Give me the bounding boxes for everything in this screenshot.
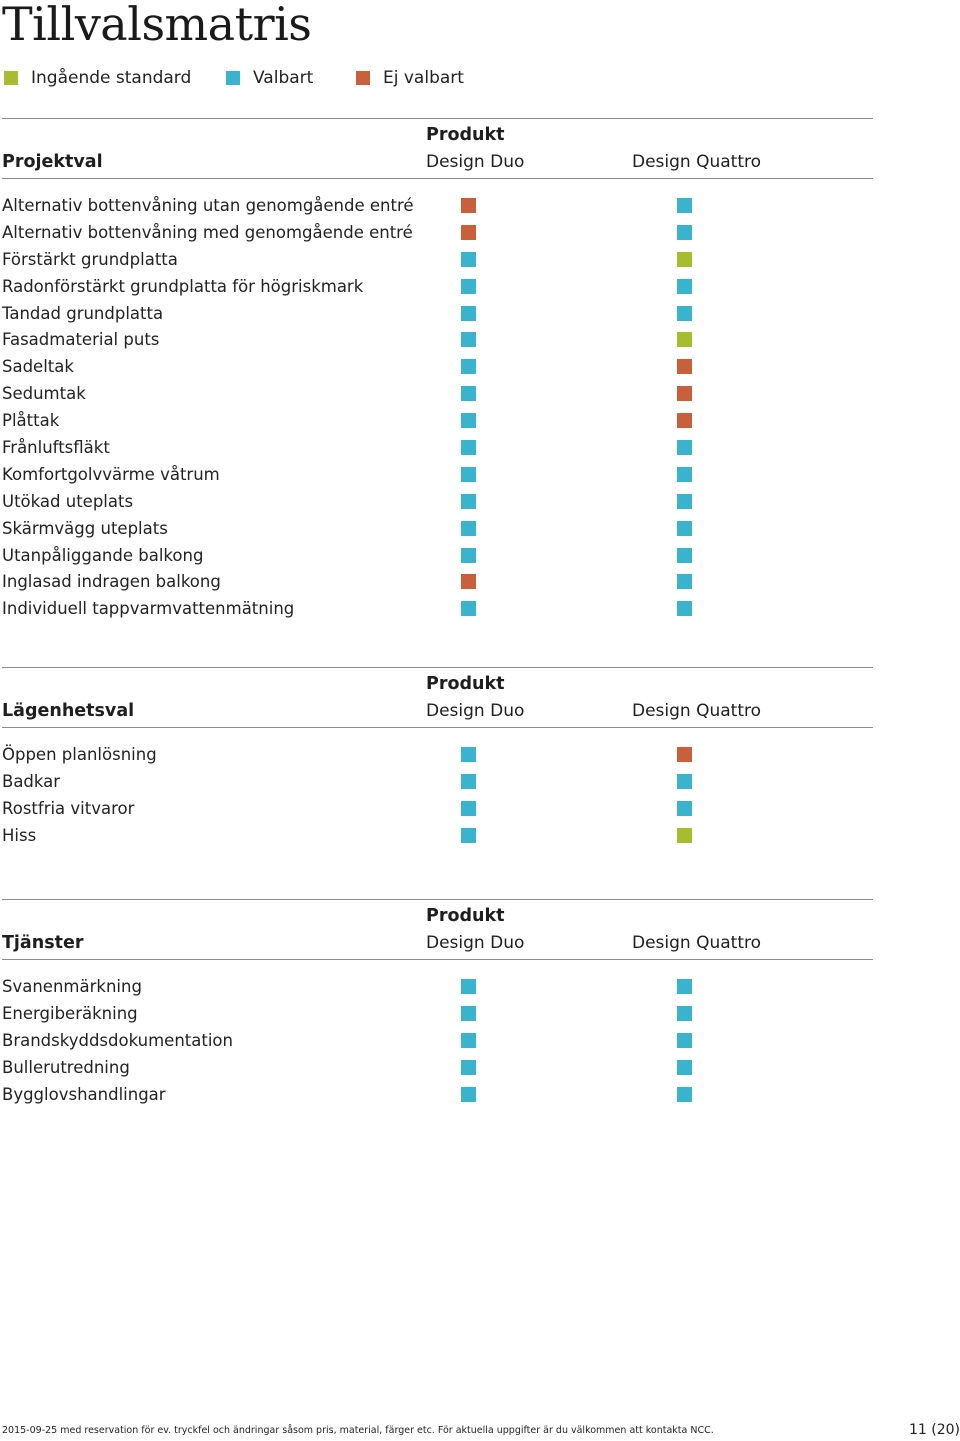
matrix-row (0, 381, 873, 408)
option-label: Inglasad indragen balkong (2, 572, 221, 592)
page-number: 11 (20) (908, 1422, 960, 1438)
matrix-row (0, 354, 873, 381)
status-marker-quattro (677, 1060, 692, 1075)
section-rows (0, 193, 873, 623)
legend-label-not-available: Ej valbart (383, 68, 464, 88)
option-label: Hiss (2, 825, 37, 845)
produkt-header: Produkt (426, 125, 505, 145)
matrix-row (0, 543, 873, 570)
section-header-rule (2, 959, 873, 960)
status-marker-duo (461, 440, 476, 455)
status-marker-duo (461, 279, 476, 294)
status-marker-duo (461, 494, 476, 509)
legend-label-standard: Ingående standard (31, 68, 192, 88)
status-marker-quattro (677, 1006, 692, 1021)
status-marker-duo (461, 467, 476, 482)
status-marker-duo (461, 252, 476, 267)
option-label: Skärmvägg uteplats (2, 518, 168, 538)
status-marker-quattro (677, 386, 692, 401)
matrix-row (0, 1028, 873, 1055)
legend-item-optional (226, 67, 313, 89)
option-label: Förstärkt grundplatta (2, 249, 178, 269)
status-marker-duo (461, 521, 476, 536)
option-label: Öppen planlösning (2, 745, 157, 764)
matrix-row (0, 1001, 873, 1028)
column-header-design-quattro: Design Quattro (632, 152, 762, 172)
matrix-row (0, 274, 873, 301)
legend-label-optional: Valbart (253, 68, 314, 88)
page-title: Tillvalsmatris (2, 0, 312, 51)
section-rows (0, 974, 873, 1108)
section-rows (0, 742, 873, 850)
status-marker-quattro (677, 359, 692, 374)
section-top-rule (2, 899, 873, 900)
matrix-row (0, 220, 873, 247)
option-label: Radonförstärkt grundplatta för högriskmark (2, 276, 364, 296)
option-label: Energiberäkning (2, 1003, 138, 1023)
column-header-design-duo: Design Duo (426, 701, 525, 721)
matrix-row (0, 1082, 873, 1109)
status-marker-duo (461, 1087, 476, 1102)
matrix-row (0, 569, 873, 596)
status-marker-quattro (677, 252, 692, 267)
option-label: Rostfria vitvaror (2, 798, 135, 818)
status-marker-duo (461, 548, 476, 563)
produkt-header: Produkt (426, 674, 505, 694)
status-marker-duo (461, 332, 476, 347)
footer-disclaimer: 2015-09-25 med reservation för ev. tryckfel och ändringar såsom pris, material, färger etc. För aktuella uppgifter är du välkommen att kontakta NCC. (2, 1425, 714, 1436)
option-label: Plåttak (2, 411, 60, 431)
status-marker-quattro (677, 494, 692, 509)
matrix-row (0, 596, 873, 623)
status-marker-quattro (677, 801, 692, 816)
status-marker-quattro (677, 413, 692, 428)
status-marker-quattro (677, 198, 692, 213)
status-marker-quattro (677, 440, 692, 455)
section-title: Projektval (2, 152, 103, 172)
matrix-row (0, 516, 873, 543)
status-marker-quattro (677, 467, 692, 482)
legend-item-not-available (356, 67, 464, 89)
status-marker-duo (461, 574, 476, 589)
status-marker-duo (461, 225, 476, 240)
section-top-rule (2, 118, 873, 119)
matrix-row (0, 796, 873, 823)
matrix-row (0, 247, 873, 274)
status-marker-quattro (677, 747, 692, 762)
matrix-row (0, 742, 873, 769)
status-marker-quattro (677, 306, 692, 321)
status-marker-quattro (677, 1033, 692, 1048)
section-title: Lägenhetsval (2, 701, 135, 721)
status-marker-duo (461, 306, 476, 321)
status-marker-duo (461, 747, 476, 762)
column-header-design-quattro: Design Quattro (632, 933, 762, 953)
legend-swatch-optional (226, 71, 240, 85)
matrix-row (0, 301, 873, 328)
section-header-rule (2, 178, 873, 179)
column-header-design-quattro: Design Quattro (632, 701, 762, 721)
option-label: Svanenmärkning (2, 977, 142, 996)
matrix-row (0, 489, 873, 516)
status-marker-quattro (677, 225, 692, 240)
option-label: Bullerutredning (2, 1057, 130, 1077)
option-label: Komfortgolvvärme våtrum (2, 464, 220, 484)
matrix-row (0, 327, 873, 354)
status-marker-duo (461, 1060, 476, 1075)
legend-item-standard (4, 67, 191, 89)
status-marker-duo (461, 413, 476, 428)
matrix-row (0, 462, 873, 489)
matrix-row (0, 193, 873, 220)
status-marker-quattro (677, 521, 692, 536)
status-marker-duo (461, 1006, 476, 1021)
option-label: Badkar (2, 771, 61, 791)
matrix-row (0, 1055, 873, 1082)
option-label: Alternativ bottenvåning med genomgående entré (2, 222, 413, 242)
status-marker-duo (461, 828, 476, 843)
option-label: Tandad grundplatta (2, 303, 164, 323)
option-label: Bygglovshandlingar (2, 1084, 166, 1104)
legend (0, 67, 900, 89)
column-header-design-duo: Design Duo (426, 152, 525, 172)
status-marker-duo (461, 801, 476, 816)
option-label: Frånluftsfläkt (2, 438, 110, 458)
column-header-design-duo: Design Duo (426, 933, 525, 953)
option-label: Fasadmaterial puts (2, 330, 160, 350)
option-label: Utökad uteplats (2, 491, 134, 511)
status-marker-duo (461, 198, 476, 213)
status-marker-quattro (677, 601, 692, 616)
status-marker-quattro (677, 774, 692, 789)
produkt-header: Produkt (426, 906, 505, 926)
section-title: Tjänster (2, 933, 84, 953)
status-marker-duo (461, 774, 476, 789)
option-label: Sedumtak (2, 384, 86, 404)
section-top-rule (2, 667, 873, 668)
status-marker-duo (461, 359, 476, 374)
status-marker-duo (461, 979, 476, 994)
status-marker-duo (461, 601, 476, 616)
option-label: Brandskyddsdokumentation (2, 1030, 233, 1050)
option-label: Sadeltak (2, 357, 74, 377)
status-marker-quattro (677, 574, 692, 589)
status-marker-quattro (677, 548, 692, 563)
legend-swatch-not-available (356, 71, 370, 85)
status-marker-quattro (677, 1087, 692, 1102)
matrix-row (0, 823, 873, 850)
legend-swatch-standard (4, 71, 18, 85)
matrix-row (0, 435, 873, 462)
status-marker-duo (461, 386, 476, 401)
option-label: Individuell tappvarmvattenmätning (2, 599, 295, 619)
status-marker-quattro (677, 332, 692, 347)
matrix-row (0, 769, 873, 796)
status-marker-quattro (677, 279, 692, 294)
matrix-row (0, 408, 873, 435)
status-marker-duo (461, 1033, 476, 1048)
section-header-rule (2, 727, 873, 728)
option-label: Utanpåliggande balkong (2, 545, 204, 565)
matrix-row (0, 974, 873, 1001)
option-label: Alternativ bottenvåning utan genomgående entré (2, 196, 414, 215)
status-marker-quattro (677, 828, 692, 843)
status-marker-quattro (677, 979, 692, 994)
